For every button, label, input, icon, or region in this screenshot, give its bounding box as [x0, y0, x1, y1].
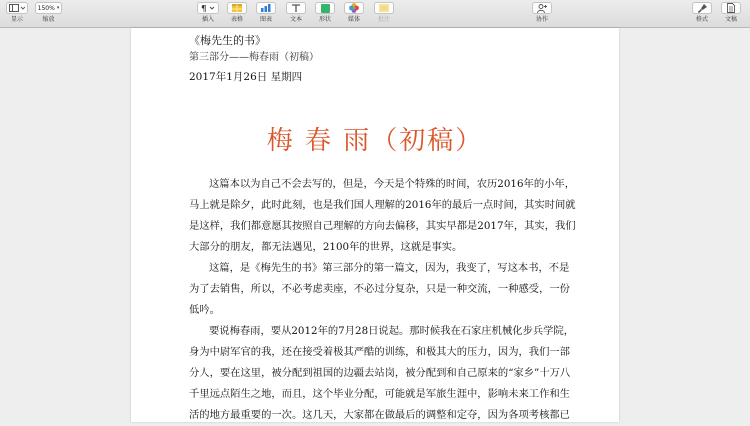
- body-line: 要说梅春雨，要从2012年的7月28日说起。那时候我在石家庄机械化步兵学院，: [209, 325, 575, 337]
- document-title: 梅 春 雨（初稿）: [266, 126, 484, 156]
- zoom-label: 缩放: [42, 16, 55, 23]
- media-button[interactable]: [344, 2, 364, 14]
- collaborate-label: 协作: [535, 16, 548, 23]
- date-header: 2017年1月26日 星期四: [189, 71, 303, 83]
- zoom-select[interactable]: [35, 2, 62, 14]
- chart-icon: [261, 4, 271, 12]
- collaborate-button[interactable]: [532, 2, 552, 14]
- table-label: 表格: [230, 16, 243, 23]
- body-line: 分人，要在这里，被分配到祖国的边疆去站岗，被分配到和自己原来的“家乡”十万八: [189, 367, 571, 379]
- comment-icon: [379, 4, 389, 12]
- comment-label: 批注: [377, 16, 390, 23]
- document-canvas[interactable]: [0, 28, 750, 422]
- comment-button[interactable]: [374, 2, 394, 14]
- document-tool[interactable]: [721, 2, 741, 23]
- shape-label: 形状: [318, 16, 331, 23]
- chart-button[interactable]: [256, 2, 276, 14]
- paintbrush-icon: [698, 4, 707, 13]
- format-button[interactable]: [692, 2, 712, 14]
- media-label: 媒体: [347, 16, 360, 23]
- shape-icon: [321, 4, 330, 13]
- paragraph-icon: [201, 4, 215, 12]
- chart-tool[interactable]: [256, 2, 276, 23]
- body-line: 这篇，是《梅先生的书》第三部分的第一篇文，因为，我变了，写这本书，不是: [209, 262, 570, 274]
- media-icon: [349, 3, 359, 13]
- text-box-icon: [291, 4, 301, 12]
- shape-tool[interactable]: [315, 2, 335, 23]
- part-header: 第三部分——梅春雨（初稿）: [189, 52, 319, 63]
- collaborate-tool[interactable]: [532, 2, 552, 23]
- toolbar: [0, 0, 750, 28]
- body-line: 这篇本以为自己不会去写的，但是，今天是个特殊的时间，农历2016年的小年，: [209, 178, 576, 190]
- svg-text:¶: ¶: [201, 4, 207, 12]
- table-tool[interactable]: [227, 2, 247, 23]
- book-header: 《梅先生的书》: [189, 34, 266, 47]
- table-icon: [232, 4, 242, 12]
- body-line: 是这样，我们都意愿其按照自己理解的方向去偏移，其实早都是2017年，其实，我们: [189, 220, 576, 232]
- document-label: 文稿: [724, 16, 737, 23]
- body-line: 身为中尉军官的我，还在接受着极其严酷的训练，和极其大的压力，因为，我们一部: [189, 346, 570, 358]
- format-label: 格式: [695, 16, 708, 23]
- table-button[interactable]: [227, 2, 247, 14]
- shape-button[interactable]: [315, 2, 335, 14]
- insert-tool[interactable]: [197, 2, 219, 23]
- body-line: 千里远点陌生之地，而且，这个毕业分配，可能就是军旅生涯中，影响未来工作和生: [189, 388, 570, 400]
- media-tool[interactable]: [344, 2, 364, 23]
- view-label: 显示: [10, 16, 23, 23]
- comment-tool[interactable]: [374, 2, 394, 23]
- sidebar-icon: [9, 4, 25, 12]
- text-label: 文本: [289, 16, 302, 23]
- body-line: 为了去销售，所以，不必考虑卖座，不必过分复杂，只是一种交流，一种感受，一份: [189, 283, 570, 295]
- text-button[interactable]: [286, 2, 306, 14]
- insert-button[interactable]: [197, 2, 219, 14]
- chevron-down-icon: ▾: [56, 5, 60, 11]
- document-page[interactable]: [131, 28, 619, 422]
- chart-label: 图表: [259, 16, 272, 23]
- body-line: 活的地方最重要的一次。这几天，大家都在做最后的调整和定夺，因为各项考核都已: [189, 409, 570, 421]
- view-tool[interactable]: [6, 2, 28, 23]
- document-button[interactable]: [721, 2, 741, 14]
- document-body[interactable]: [189, 174, 576, 426]
- zoom-tool[interactable]: [35, 2, 62, 23]
- format-tool[interactable]: [692, 2, 712, 23]
- person-add-icon: [537, 4, 547, 13]
- document-icon: [727, 3, 735, 13]
- insert-label: 插入: [201, 16, 214, 23]
- text-tool[interactable]: [286, 2, 306, 23]
- zoom-value: 150%: [37, 4, 55, 12]
- view-button[interactable]: [6, 2, 28, 14]
- body-line: 马上就是除夕，此时此刻，也是我们国人理解的2016年的最后一点时间，其实时间就: [189, 199, 576, 211]
- body-line: 大部分的朋友，都无法遇见，2100年的世界，这就是事实。: [189, 241, 463, 253]
- body-line: 低吟。: [189, 304, 220, 316]
